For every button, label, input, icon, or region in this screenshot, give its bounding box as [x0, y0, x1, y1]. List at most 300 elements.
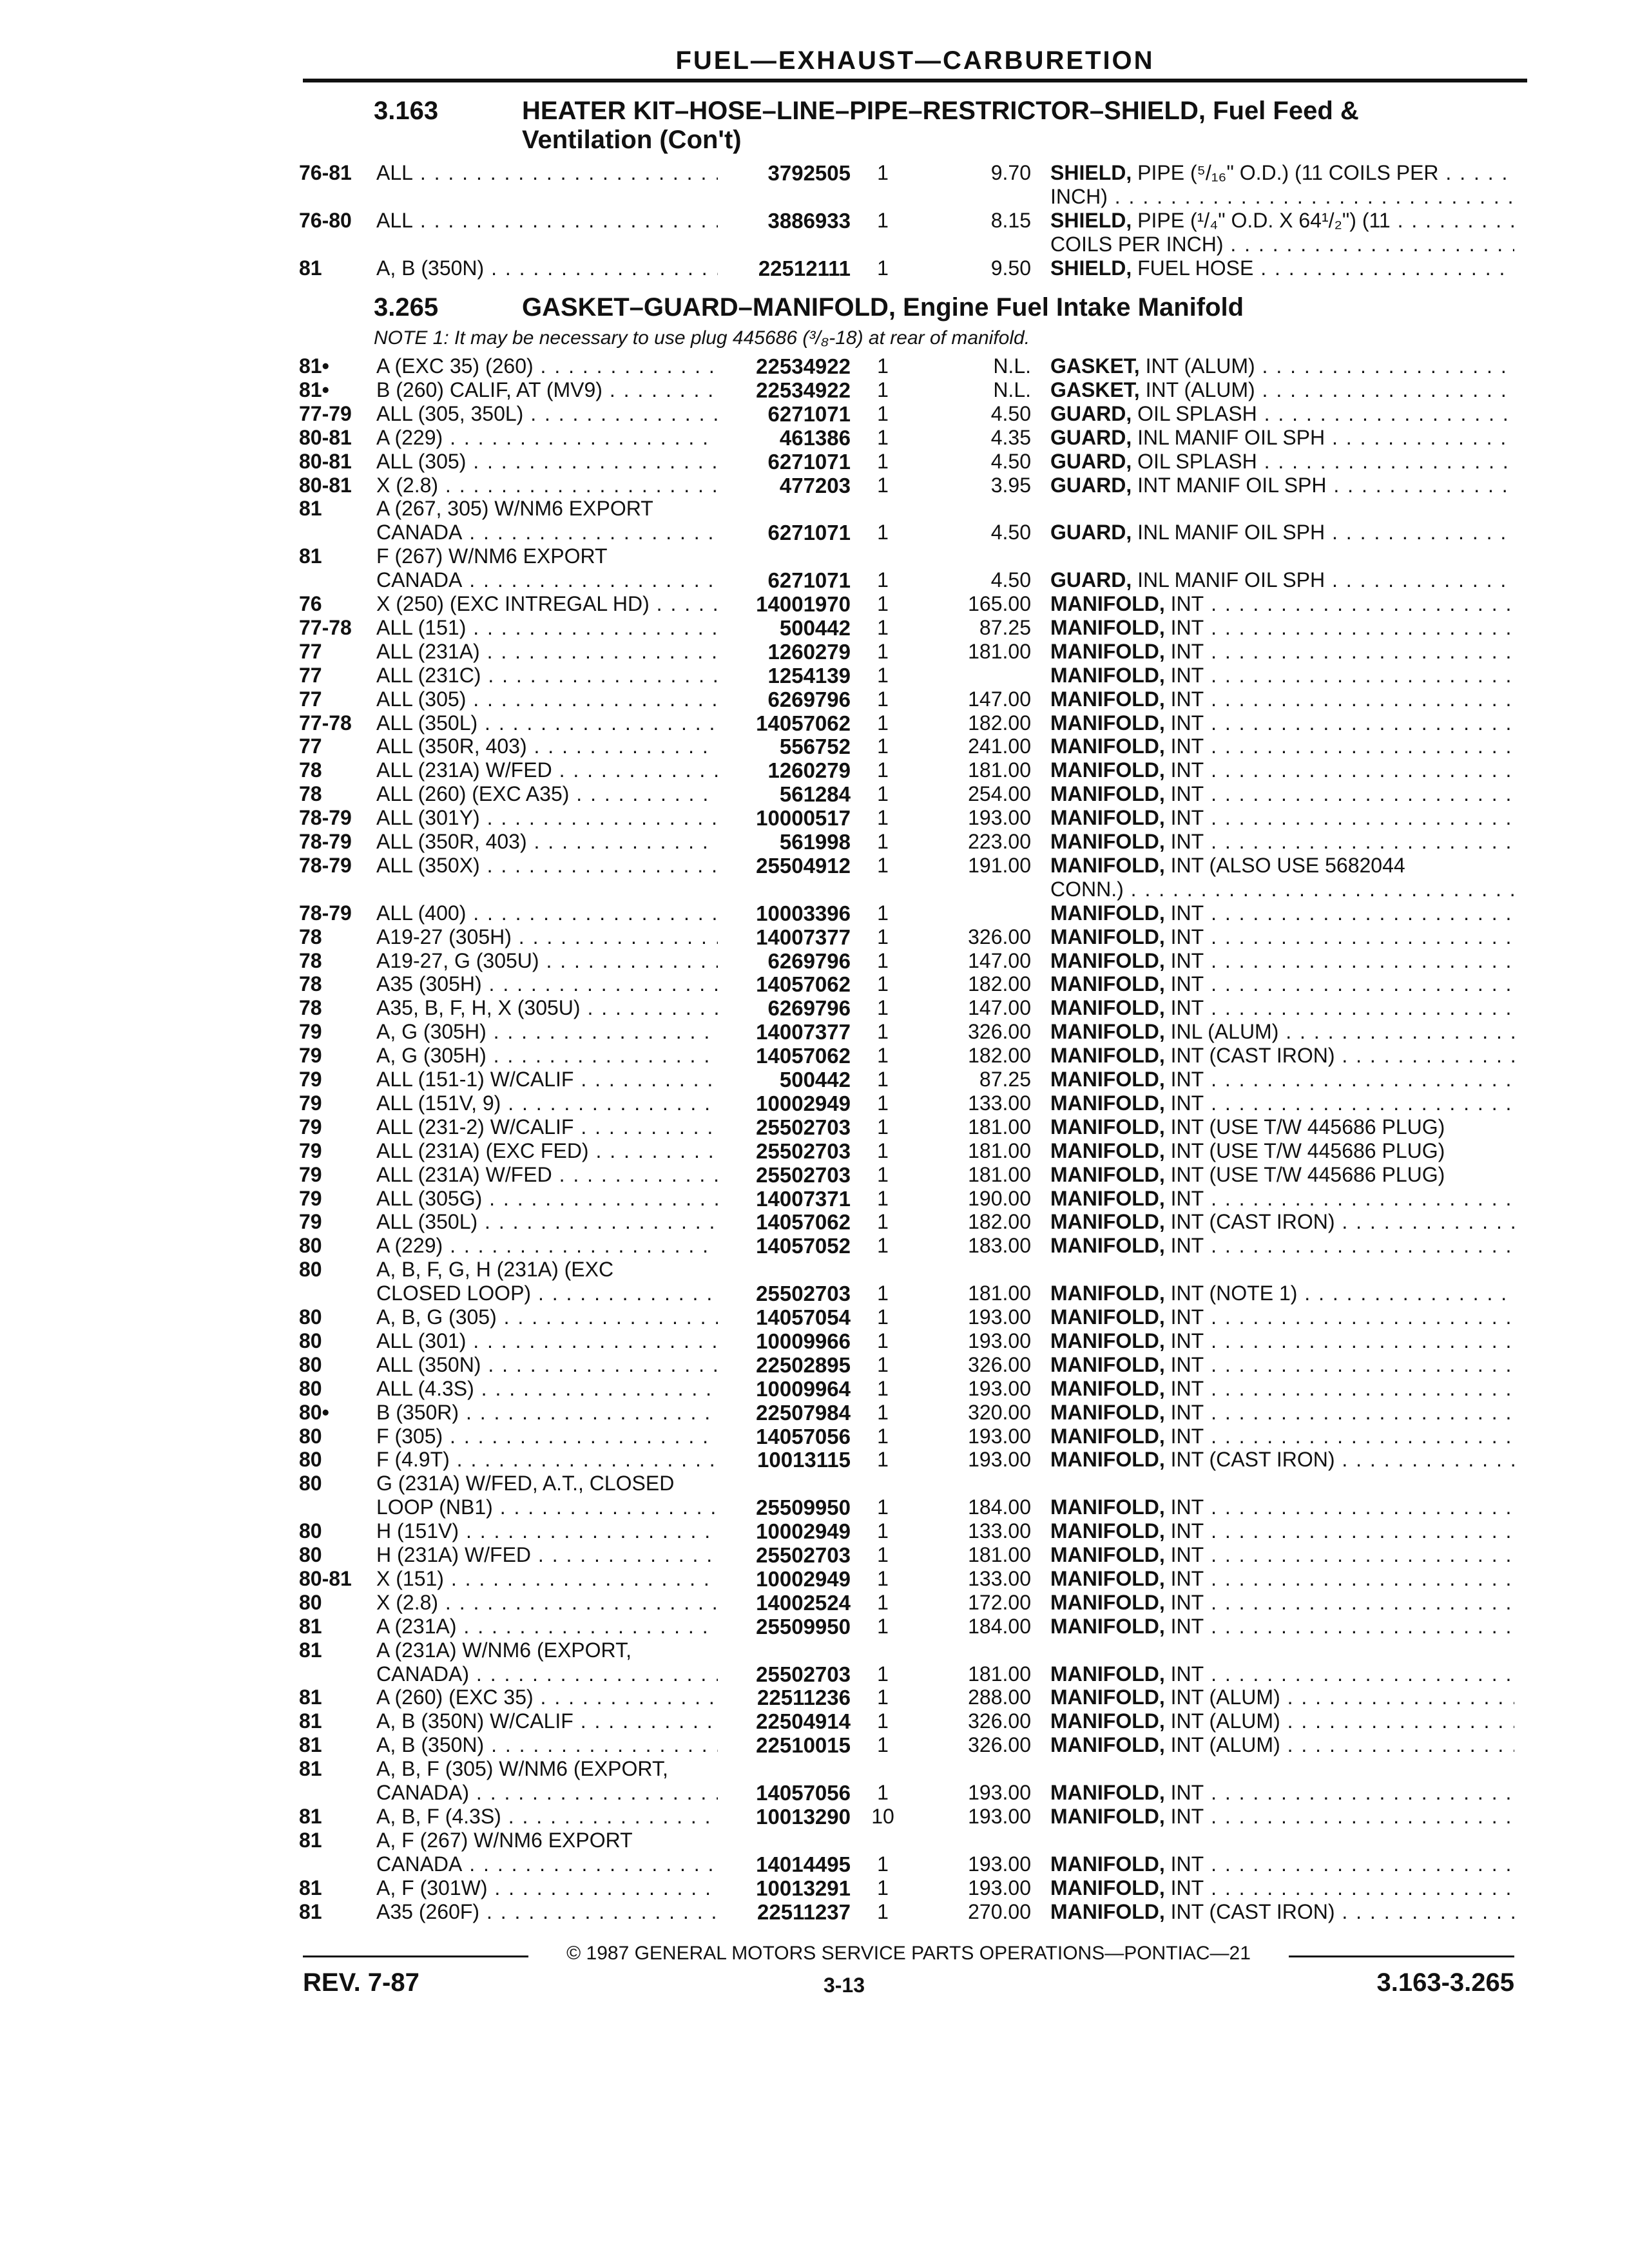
price: 133.00 [968, 1091, 1031, 1115]
table-row [0, 450, 1629, 474]
quantity: 1 [877, 161, 889, 184]
model-year: 77-78 [299, 615, 352, 639]
price: 270.00 [968, 1899, 1031, 1923]
price: 184.00 [968, 1614, 1031, 1638]
table-row [0, 1377, 1629, 1401]
model-application: A (229) . . . [376, 1234, 718, 1258]
part-description [1050, 1591, 1514, 1615]
model-application: A19-27 (305H) . . . [376, 925, 718, 949]
part-number: 14057062 [756, 711, 851, 735]
part-description-detail: INT [1164, 1804, 1204, 1828]
part-description-detail: INT [1164, 782, 1204, 806]
part-description-detail: INT [1164, 1495, 1204, 1519]
part-number: 14057056 [756, 1424, 851, 1448]
part-description-detail: INT [1164, 972, 1204, 996]
part-description-noun: MANIFOLD, [1050, 1115, 1165, 1139]
part-number: 6269796 [767, 996, 851, 1021]
model-application: ALL (231A) W/FED . . . [376, 1163, 718, 1187]
part-number: 25502703 [756, 1543, 851, 1567]
quantity: 1 [877, 256, 889, 280]
part-description [1050, 450, 1514, 474]
quantity: 1 [877, 521, 889, 544]
part-description-detail: INT [1164, 1662, 1204, 1686]
quantity: 1 [877, 663, 889, 687]
price: 147.00 [968, 996, 1031, 1020]
part-number: 14007377 [756, 925, 851, 949]
part-description-noun: MANIFOLD, [1050, 1519, 1165, 1543]
quantity: 1 [877, 592, 889, 615]
model-year: 81 [299, 1614, 322, 1638]
part-number: 10002949 [756, 1091, 851, 1115]
part-description-detail: INT (NOTE 1) [1164, 1282, 1298, 1305]
part-description-noun: MANIFOLD, [1050, 806, 1165, 830]
model-year: 77 [299, 735, 322, 758]
quantity: 1 [877, 1020, 889, 1044]
price: 181.00 [968, 758, 1031, 782]
model-year: 79 [299, 1210, 322, 1234]
part-description-noun: SHIELD, [1050, 209, 1132, 232]
part-description [1050, 972, 1514, 996]
quantity: 1 [877, 782, 889, 806]
model-application: ALL (301Y) . . . [376, 806, 718, 830]
price: 147.00 [968, 948, 1031, 972]
model-year: 81 [299, 1876, 322, 1899]
section-number: 3.265 [374, 293, 439, 322]
price: 181.00 [968, 1139, 1031, 1162]
model-year: 80 [299, 1234, 322, 1258]
price: 193.00 [968, 806, 1031, 830]
part-description-detail: INT (ALUM) [1139, 378, 1255, 401]
price: 3.95 [990, 473, 1031, 497]
section-3-163 [374, 97, 1359, 155]
table-row [0, 1210, 1629, 1234]
part-number: 10013290 [756, 1804, 851, 1829]
part-number: 10003396 [756, 901, 851, 925]
quantity: 1 [877, 1686, 889, 1709]
model-year: 80 [299, 1448, 322, 1472]
quantity: 1 [877, 639, 889, 663]
part-description-detail: INT [1164, 1543, 1204, 1566]
footer-section-range: 3.163-3.265 [1376, 1968, 1514, 1997]
model-application: LOOP (NB1) . . . [376, 1495, 718, 1519]
section-note: NOTE 1: It may be necessary to use plug 445686 (³/₈-18) at rear of manifold. [374, 327, 1030, 349]
model-year: 77 [299, 639, 322, 663]
part-description-detail: INT [1164, 901, 1204, 925]
model-year: 80 [299, 1472, 322, 1495]
part-number: 1260279 [767, 639, 851, 664]
part-description-noun: MANIFOLD, [1050, 1852, 1165, 1876]
quantity: 1 [877, 568, 889, 592]
part-description [1050, 1305, 1514, 1329]
table-row [0, 949, 1629, 973]
part-number: 14014495 [756, 1852, 851, 1876]
model-application: ALL (301) . . . [376, 1329, 718, 1353]
part-description-noun: MANIFOLD, [1050, 1376, 1165, 1400]
part-description-noun: MANIFOLD, [1050, 1234, 1165, 1258]
part-description [1050, 1163, 1514, 1187]
part-description [1050, 426, 1514, 450]
quantity: 1 [877, 1400, 889, 1424]
part-number: 500442 [779, 1068, 851, 1091]
part-description-detail: INL MANIF OIL SPH [1132, 568, 1325, 592]
part-description-noun: GUARD, [1050, 449, 1132, 473]
model-application: ALL (350N) . . . [376, 1353, 718, 1377]
table-row [0, 806, 1629, 830]
part-description-detail: INT [1164, 663, 1204, 687]
table-row [0, 854, 1629, 878]
part-number: 22507984 [756, 1400, 851, 1425]
table-row [0, 758, 1629, 782]
part-description-detail: INT (ALSO USE 5682044 [1164, 853, 1405, 877]
quantity: 1 [877, 1662, 889, 1686]
part-description-noun: MANIFOLD, [1050, 592, 1165, 615]
price: 4.50 [990, 401, 1031, 425]
table-row [0, 1091, 1629, 1115]
model-application: ALL (350L) . . . [376, 1210, 718, 1234]
table-row [0, 1068, 1629, 1091]
price: 4.50 [990, 521, 1031, 544]
quantity: 1 [877, 1068, 889, 1091]
part-description [1050, 1519, 1514, 1543]
model-year: 78 [299, 925, 322, 948]
part-description-detail: PIPE (⁵/₁₆" O.D.) (11 COILS PER [1132, 161, 1439, 184]
part-number: 22534922 [756, 378, 851, 402]
price: 181.00 [968, 639, 1031, 663]
part-description [1050, 830, 1514, 854]
quantity: 1 [877, 925, 889, 948]
table-row [0, 1876, 1629, 1900]
part-description-noun: MANIFOLD, [1050, 830, 1165, 853]
price: 193.00 [968, 1781, 1031, 1804]
model-application: ALL (350R, 403) . . . [376, 735, 718, 758]
part-description-noun: MANIFOLD, [1050, 1186, 1165, 1210]
model-application: A (231A) . . . [376, 1615, 718, 1639]
part-description [1050, 1115, 1514, 1139]
footer-rule-right [1289, 1956, 1514, 1957]
model-year: 81• [299, 378, 329, 401]
table-row [0, 1709, 1629, 1733]
part-description-detail: INT [1164, 1305, 1204, 1329]
table-row [0, 1567, 1629, 1591]
part-number: 10000517 [756, 806, 851, 831]
model-year: 81 [299, 1686, 322, 1709]
model-application: A (EXC 35) (260) . . . [376, 354, 718, 378]
part-description [1050, 901, 1514, 925]
quantity: 1 [877, 1590, 889, 1614]
table-row [0, 521, 1629, 544]
table-row [0, 1329, 1629, 1353]
part-description [1050, 1425, 1514, 1448]
quantity: 1 [877, 853, 889, 877]
model-application: ALL . . . [376, 209, 718, 233]
table-row [0, 1258, 1629, 1282]
model-application: CANADA) . . . [376, 1662, 718, 1686]
price: 320.00 [968, 1400, 1031, 1424]
table-row [0, 996, 1629, 1020]
price: 326.00 [968, 925, 1031, 948]
price: 165.00 [968, 592, 1031, 615]
model-application: CLOSED LOOP) . . . [376, 1282, 718, 1305]
part-description [1050, 664, 1514, 687]
part-description-noun: MANIFOLD, [1050, 639, 1165, 663]
part-number: 6269796 [767, 687, 851, 711]
part-description-noun: MANIFOLD, [1050, 996, 1165, 1020]
table-row [0, 1639, 1629, 1662]
part-description [1050, 640, 1514, 664]
part-description [1050, 1234, 1514, 1258]
part-description-noun: MANIFOLD, [1050, 1899, 1165, 1923]
table-row [0, 1686, 1629, 1709]
price: 184.00 [968, 1495, 1031, 1519]
model-year: 78 [299, 996, 322, 1020]
model-year: 80-81 [299, 1566, 352, 1590]
part-description-detail: INT [1164, 1519, 1204, 1543]
section-title [522, 97, 1359, 155]
part-description-detail: INT (CAST IRON) [1164, 1044, 1335, 1068]
model-application: A, B, F (4.3S) . . . [376, 1805, 718, 1829]
part-description-noun: MANIFOLD, [1050, 1590, 1165, 1614]
model-year: 78 [299, 972, 322, 996]
part-description [1050, 161, 1514, 185]
part-description-detail: INT (USE T/W 445686 PLUG) [1164, 1162, 1445, 1186]
table-row [0, 592, 1629, 616]
quantity: 1 [877, 378, 889, 401]
part-description-detail: INT (USE T/W 445686 PLUG) [1164, 1115, 1445, 1139]
model-year: 81 [299, 1899, 322, 1923]
part-description [1050, 1282, 1514, 1305]
price: 133.00 [968, 1519, 1031, 1543]
quantity: 1 [877, 972, 889, 996]
model-application: CANADA . . . [376, 568, 718, 592]
part-description-noun: MANIFOLD, [1050, 1068, 1165, 1091]
model-application: A, B, G (305) . . . [376, 1305, 718, 1329]
model-application: A, B (350N) W/CALIF . . . [376, 1709, 718, 1733]
part-description [1050, 209, 1514, 233]
part-description-detail: INT [1164, 830, 1204, 853]
table-row [0, 1044, 1629, 1068]
quantity: 1 [877, 711, 889, 735]
section-title-line2: Ventilation (Con't) [522, 126, 742, 154]
price: 4.50 [990, 568, 1031, 592]
table-row [0, 1425, 1629, 1448]
part-description-detail: INT [1164, 735, 1204, 758]
part-description-noun: MANIFOLD, [1050, 1781, 1165, 1804]
model-year: 78 [299, 948, 322, 972]
price: 87.25 [979, 615, 1031, 639]
part-description-noun: MANIFOLD, [1050, 1210, 1165, 1234]
price: 193.00 [968, 1376, 1031, 1400]
part-description-detail: INT [1164, 806, 1204, 830]
table-row [0, 711, 1629, 735]
part-description-noun: SHIELD, [1050, 256, 1132, 280]
part-description [1050, 256, 1514, 280]
model-year: 79 [299, 1115, 322, 1139]
table-row [0, 497, 1629, 521]
table-row [0, 568, 1629, 592]
part-description [1050, 616, 1514, 640]
part-description-detail: INT (ALUM) [1139, 354, 1255, 378]
table-row [0, 1020, 1629, 1044]
model-year: 79 [299, 1139, 322, 1162]
part-description [1050, 1781, 1514, 1805]
part-description [1050, 735, 1514, 758]
part-number: 3792505 [767, 161, 851, 185]
model-year: 81 [299, 1828, 322, 1852]
model-application: CANADA . . . [376, 521, 718, 544]
model-application: A (260) (EXC 35) . . . [376, 1686, 718, 1709]
part-description-noun: MANIFOLD, [1050, 1614, 1165, 1638]
part-description [1050, 1615, 1514, 1639]
price: 4.35 [990, 425, 1031, 449]
part-description [1050, 878, 1514, 901]
part-description-noun: GASKET, [1050, 378, 1140, 401]
model-application: A, F (301W) . . . [376, 1876, 718, 1900]
part-number: 461386 [779, 425, 851, 450]
model-year: 77-79 [299, 401, 352, 425]
model-application: ALL (400) . . . [376, 901, 718, 925]
part-description [1050, 806, 1514, 830]
part-description-noun: MANIFOLD, [1050, 1686, 1165, 1709]
part-description-noun: MANIFOLD, [1050, 615, 1165, 639]
part-description-detail: OIL SPLASH [1132, 449, 1257, 473]
price: N.L. [993, 354, 1031, 378]
quantity: 1 [877, 1091, 889, 1115]
part-description-detail: INL (ALUM) [1164, 1020, 1279, 1044]
part-number: 6271071 [767, 521, 851, 545]
part-description-detail: INT [1164, 996, 1204, 1020]
quantity: 1 [877, 1424, 889, 1448]
model-application: A, B (350N) . . . [376, 256, 718, 280]
table-row [0, 1139, 1629, 1163]
price: 193.00 [968, 1804, 1031, 1828]
table-row [0, 185, 1629, 209]
footer-copyright: © 1987 GENERAL MOTORS SERVICE PARTS OPERATIONS—PONTIAC—21 [566, 1943, 1251, 1965]
model-application: ALL (151) . . . [376, 616, 718, 640]
quantity: 1 [877, 1329, 889, 1352]
part-number: 477203 [779, 473, 851, 497]
part-description [1050, 1377, 1514, 1401]
part-description-detail: INT (CAST IRON) [1164, 1210, 1335, 1234]
part-number: 6269796 [767, 948, 851, 973]
part-number: 14057062 [756, 972, 851, 997]
model-year: 78 [299, 758, 322, 782]
quantity: 10 [871, 1804, 894, 1828]
part-description-noun: MANIFOLD, [1050, 925, 1165, 948]
table-row [0, 1781, 1629, 1805]
part-description-detail: COILS PER INCH) [1050, 233, 1224, 256]
part-description [1050, 925, 1514, 949]
part-number: 10013291 [756, 1876, 851, 1900]
table-row [0, 1282, 1629, 1305]
model-year: 78-79 [299, 830, 352, 853]
model-year: 80-81 [299, 449, 352, 473]
part-number: 10009966 [756, 1329, 851, 1353]
part-number: 10002949 [756, 1566, 851, 1591]
part-number: 561284 [779, 782, 851, 807]
table-row [0, 901, 1629, 925]
model-application: ALL (350L) . . . [376, 711, 718, 735]
part-number: 14002524 [756, 1590, 851, 1615]
table-row [0, 1519, 1629, 1543]
part-description-noun: GUARD, [1050, 473, 1132, 497]
header-rule [303, 79, 1527, 82]
part-number: 10002949 [756, 1519, 851, 1544]
part-number: 14057062 [756, 1210, 851, 1235]
model-application: A (229) . . . [376, 426, 718, 450]
quantity: 1 [877, 209, 889, 232]
quantity: 1 [877, 735, 889, 758]
part-description [1050, 1401, 1514, 1425]
model-application: H (231A) W/FED . . . [376, 1543, 718, 1567]
part-description [1050, 1709, 1514, 1733]
part-number: 6271071 [767, 401, 851, 426]
model-application: A (267, 305) W/NM6 EXPORT [376, 497, 653, 521]
part-description-detail: INT [1164, 1781, 1204, 1804]
price: 254.00 [968, 782, 1031, 806]
section-title-line1: HEATER KIT–HOSE–LINE–PIPE–RESTRICTOR–SHIELD, Fuel Feed & [522, 97, 1359, 125]
price: 190.00 [968, 1186, 1031, 1210]
part-description-noun: MANIFOLD, [1050, 1876, 1165, 1899]
part-description-noun: MANIFOLD, [1050, 948, 1165, 972]
part-description-detail: INT [1164, 711, 1204, 735]
table-row [0, 1805, 1629, 1829]
part-description-noun: MANIFOLD, [1050, 1424, 1165, 1448]
model-application: A, G (305H) . . . [376, 1044, 718, 1068]
quantity: 1 [877, 996, 889, 1020]
model-year: 79 [299, 1186, 322, 1210]
model-application: B (260) CALIF, AT (MV9) . . . [376, 378, 718, 402]
price: 9.70 [990, 161, 1031, 184]
part-description-noun: MANIFOLD, [1050, 1020, 1165, 1044]
part-description-detail: INT [1164, 615, 1204, 639]
table-row [0, 354, 1629, 378]
model-year: 80 [299, 1519, 322, 1543]
price: 193.00 [968, 1424, 1031, 1448]
quantity: 1 [877, 1352, 889, 1376]
part-description-noun: MANIFOLD, [1050, 1543, 1165, 1566]
table-row [0, 1733, 1629, 1757]
quantity: 1 [877, 1566, 889, 1590]
table-row [0, 402, 1629, 426]
part-description-detail: INT [1164, 1376, 1204, 1400]
part-description [1050, 378, 1514, 402]
part-number: 3886933 [767, 209, 851, 233]
part-description-noun: MANIFOLD, [1050, 1044, 1165, 1068]
model-application: X (2.8) . . . [376, 474, 718, 497]
model-application: ALL (305G) . . . [376, 1187, 718, 1211]
model-application: F (267) W/NM6 EXPORT [376, 544, 608, 568]
table-row [0, 161, 1629, 185]
part-number: 14007377 [756, 1020, 851, 1044]
price: 193.00 [968, 1448, 1031, 1472]
table-row [0, 1591, 1629, 1615]
model-application: H (151V) . . . [376, 1519, 718, 1543]
table-row [0, 1187, 1629, 1211]
part-description-noun: MANIFOLD, [1050, 1162, 1165, 1186]
part-description [1050, 1567, 1514, 1591]
part-number: 14057054 [756, 1305, 851, 1329]
model-year: 80 [299, 1424, 322, 1448]
part-description-detail: INT (CAST IRON) [1164, 1899, 1335, 1923]
model-application: ALL (350R, 403) . . . [376, 830, 718, 854]
part-description-noun: MANIFOLD, [1050, 1804, 1165, 1828]
part-description-noun: MANIFOLD, [1050, 735, 1165, 758]
model-application: CANADA . . . [376, 1852, 718, 1876]
price: N.L. [993, 378, 1031, 401]
part-description [1050, 758, 1514, 782]
part-description-noun: GUARD, [1050, 568, 1132, 592]
table-row [0, 1305, 1629, 1329]
